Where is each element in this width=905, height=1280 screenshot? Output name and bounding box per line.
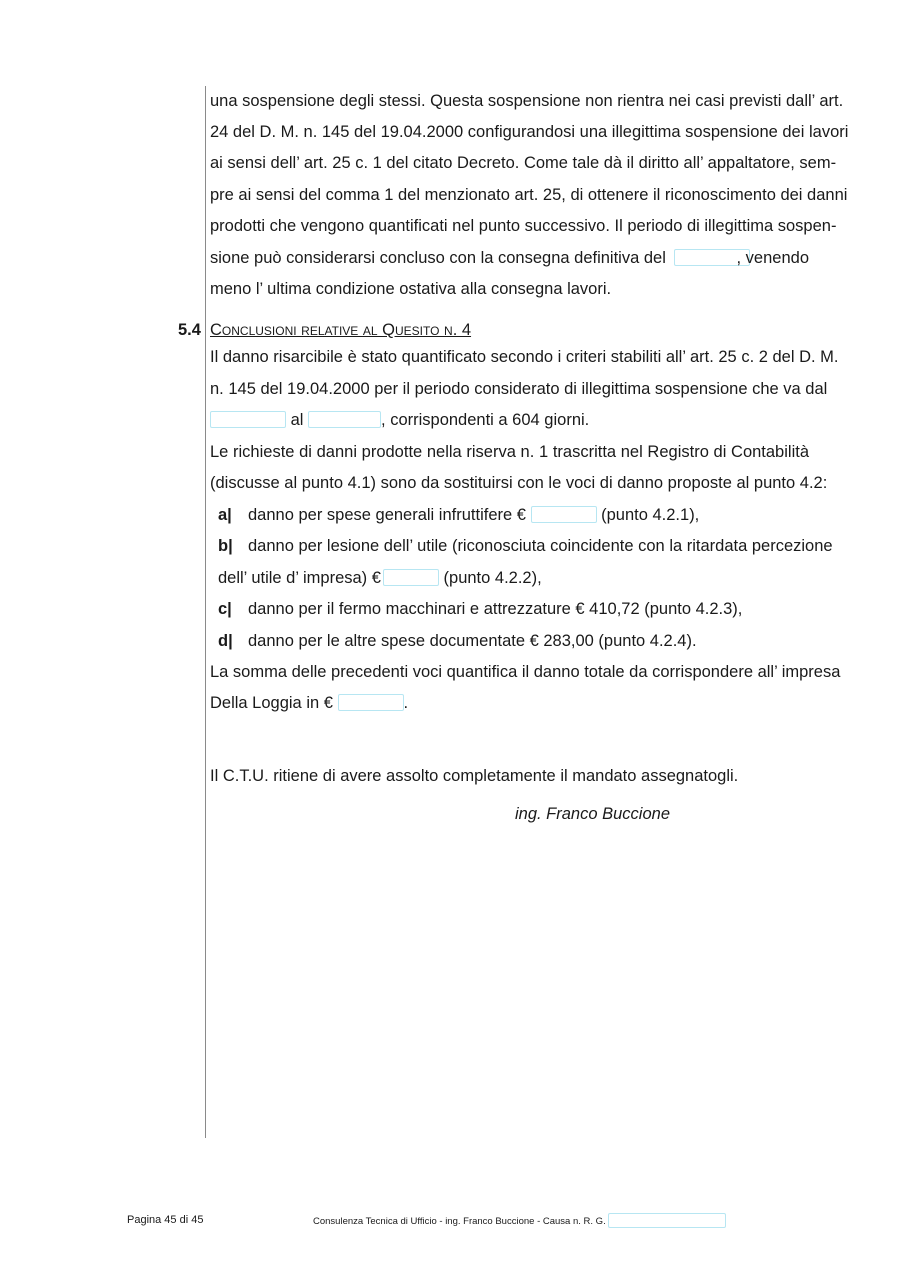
list-item — [218, 598, 809, 620]
redacted-field — [308, 411, 381, 428]
body-text-line: Il danno risarcibile è stato quantificato secondo i criteri stabiliti all’ art. 25 c. 2 del D. M. — [210, 348, 839, 366]
list-item-marker: b| — [218, 537, 233, 555]
body-text-line — [210, 409, 809, 431]
margin-rule — [205, 86, 206, 1138]
redacted-field — [608, 1213, 726, 1228]
list-item-text: danno per il fermo macchinari e attrezzature € 410,72 (punto 4.2.3), — [248, 600, 743, 618]
body-text-line: Le richieste di danni prodotte nella riserva n. 1 trascritta nel Registro di Contabilità — [210, 443, 809, 461]
body-text-line: pre ai sensi del comma 1 del menzionato art. 25, di ottenere il riconoscimento dei danni — [210, 186, 848, 204]
body-text: , corrispondenti a 604 giorni. — [381, 411, 590, 429]
body-text-line: ai sensi dell’ art. 25 c. 1 del citato Decreto. Come tale dà il diritto all’ appaltatore, sem- — [210, 154, 837, 172]
redacted-field — [383, 569, 439, 586]
list-item-text: (punto 4.2.1), — [601, 506, 700, 524]
signature: ing. Franco Buccione — [515, 805, 671, 823]
page-number: Pagina 45 di 45 — [127, 1214, 204, 1226]
body-text: sione può considerarsi concluso con la consegna definitiva del — [210, 249, 666, 267]
redacted-field — [338, 694, 404, 711]
body-text-line: una sospensione degli stessi. Questa sospensione non rientra nei casi previsti dall’ art. — [210, 92, 844, 110]
list-item-text: (punto 4.2.2), — [443, 569, 542, 587]
list-item — [218, 630, 809, 652]
list-item-text: dell’ utile d’ impresa) € — [218, 569, 381, 587]
section-number: 5.4 — [178, 321, 201, 339]
body-text: , venendo — [736, 249, 809, 267]
list-item-text: danno per lesione dell’ utile (riconosciuta coincidente con la ritardata percezione — [248, 537, 833, 555]
list-item-text: danno per le altre spese documentate € 283,00 (punto 4.2.4). — [248, 632, 697, 650]
list-item — [218, 504, 809, 526]
list-item-marker: a| — [218, 506, 232, 524]
list-item — [218, 535, 833, 557]
list-item-text: danno per spese generali infruttifere € — [248, 506, 526, 524]
body-text: al — [290, 411, 304, 429]
body-text-line — [210, 692, 809, 714]
footer-text — [313, 1213, 726, 1229]
body-text: . — [403, 694, 409, 712]
body-text-line: 24 del D. M. n. 145 del 19.04.2000 configurandosi una illegittima sospensione dei lavori — [210, 123, 849, 141]
footer-label: Consulenza Tecnica di Ufficio - ing. Franco Buccione - Causa n. R. G. — [313, 1216, 606, 1227]
body-text-line: prodotti che vengono quantificati nel punto successivo. Il periodo di illegittima sospen- — [210, 217, 837, 235]
section-title: Conclusioni relative al Quesito n. 4 — [210, 321, 472, 339]
list-item-continuation — [218, 567, 809, 589]
redacted-field — [531, 506, 597, 523]
body-text-line — [210, 247, 809, 269]
body-text-line: (discusse al punto 4.1) sono da sostituirsi con le voci di danno proposte al punto 4.2: — [210, 474, 828, 492]
list-item-marker: d| — [218, 632, 233, 650]
body-text: Della Loggia in € — [210, 694, 333, 712]
body-text-line: La somma delle precedenti voci quantifica il danno totale da corrispondere all’ impresa — [210, 663, 841, 681]
body-text-line: meno l’ ultima condizione ostativa alla consegna lavori. — [210, 280, 612, 298]
closing-statement: Il C.T.U. ritiene di avere assolto completamente il mandato assegnatogli. — [210, 767, 739, 785]
list-item-marker: c| — [218, 600, 232, 618]
redacted-field — [210, 411, 286, 428]
body-text-line: n. 145 del 19.04.2000 per il periodo considerato di illegittima sospensione che va dal — [210, 380, 828, 398]
